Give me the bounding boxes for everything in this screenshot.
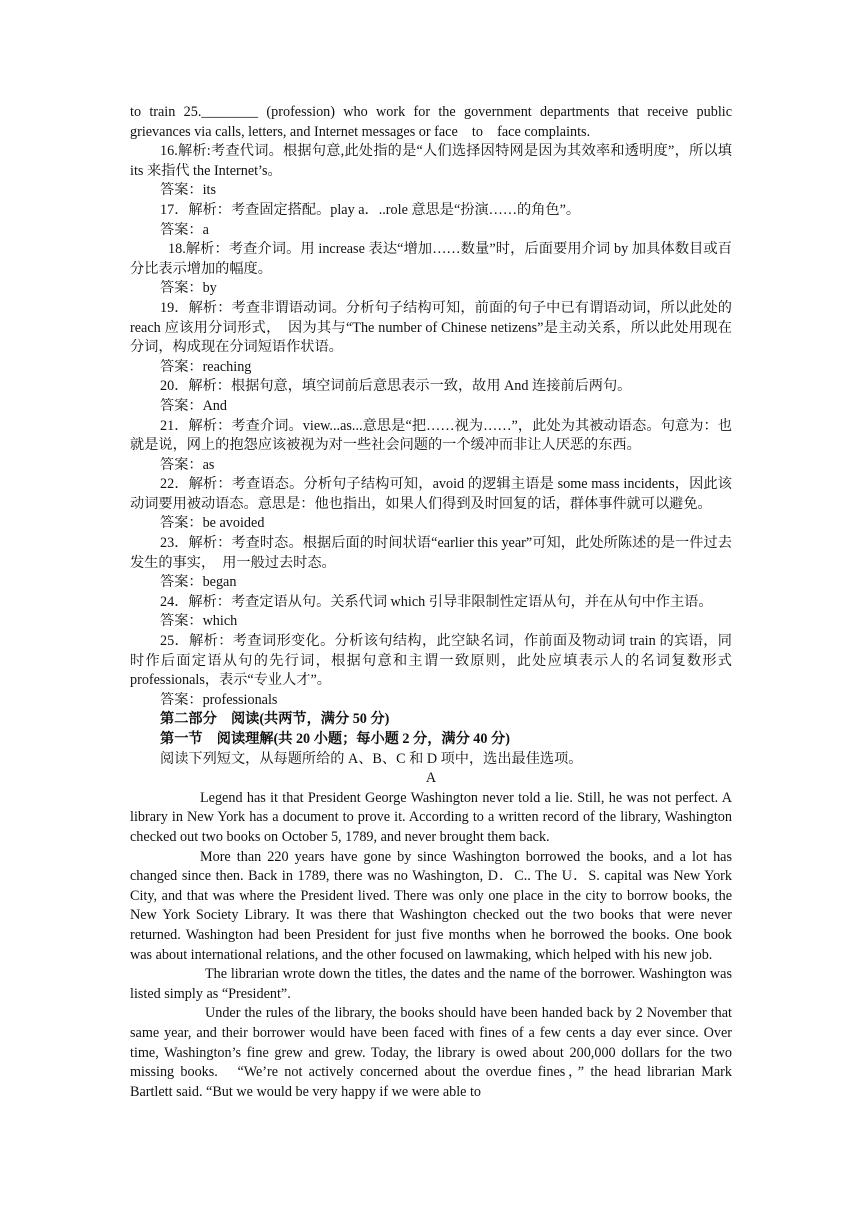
passage-label: A xyxy=(425,770,437,787)
answer-17: 答案：a xyxy=(160,221,209,238)
passage-paragraph-3: The librarian wrote down the titles, the dates and the name of the borrower. Washington was listed simply as “President”. xyxy=(130,966,732,1002)
answer-23: 答案：began xyxy=(160,574,237,591)
answer-19: 答案：reaching xyxy=(160,358,252,375)
explanation-22: 22．解析：考查语态。分析句子结构可知，avoid 的逻辑主语是 some mass incidents，因此该动词要用被动语态。意思是：他也指出，如果人们得到及时回复的话，群体事件就可以避免。 xyxy=(130,476,732,512)
passage-paragraph-4: Under the rules of the library, the books should have been handed back by 2 November that same year, and their borrower would have been faced with fines of a few cents a day ever since. Over time, Washington’s fine grew and grew. Today, the library is owed about 200,000 dollars for the two missing books. “We’re not actively concerned about the overdue fines，” the head librarian Mark Bartlett said. “But we would be very happy if we were able to xyxy=(130,1005,732,1100)
explanation-19: 19．解析：考查非谓语动词。分析句子结构可知，前面的句子中已有谓语动词，所以此处的 reach 应该用分词形式， 因为其与“The number of Chinese netizens”是主动关系，所以此处用现在分词，构成现在分词短语作状语。 xyxy=(130,299,732,356)
answer-21: 答案：as xyxy=(160,456,215,473)
answer-25: 答案：professionals xyxy=(160,691,278,708)
answer-24: 答案：which xyxy=(160,613,238,630)
section-instruction: 阅读下列短文，从每题所给的 A、B、C 和 D 项中，选出最佳选项。 xyxy=(160,750,583,767)
explanation-20: 20．解析：根据句意，填空词前后意思表示一致，故用 And 连接前后两句。 xyxy=(160,378,632,395)
passage-paragraph-2: More than 220 years have gone by since Washington borrowed the books, and a lot has changed since then. Back in 1789, there was no Washington, D．C.. The U．S. capital was New York City, and that was where the President lived. There was only one place in the city to borrow books, the New York Society Library. It was there that Washington checked out the two books that were never returned. Washington had been President for just five months when he borrowed the books. One book was about international relations, and the other focused on lawmaking, which helped with his new job. xyxy=(130,848,732,963)
page-content xyxy=(130,103,732,1102)
answer-18: 答案：by xyxy=(160,280,217,297)
explanation-21: 21．解析：考查介词。view...as...意思是“把……视为……”，此处为其被动语态。句意为：也就是说，网上的抱怨应该被视为对一些社会问题的一个缓冲而非让人厌恶的东西。 xyxy=(130,417,732,454)
section-heading: 第二部分 阅读(共两节，满分 50 分) xyxy=(160,711,390,728)
answer-16: 答案：its xyxy=(160,182,216,199)
passage-paragraph-1: Legend has it that President George Washington never told a lie. Still, he was not perfect. A library in New York has a document to prove it. According to a written record of the library, Washington checked out two books on October 5, 1789, and never brought them back. xyxy=(130,789,732,845)
answer-20: 答案：And xyxy=(160,397,227,414)
answer-22: 答案：be avoided xyxy=(160,515,265,532)
explanation-25: 25．解析：考查词形变化。分析该句结构，此空缺名词，作前面及物动词 train 的宾语，同时作后面定语从句的先行词，根据句意和主谓一致原则，此处应填表示人的名词复数形式 professionals，表示“专业人才”。 xyxy=(130,633,732,689)
explanation-18: 18.解析：考查介词。用 increase 表达“增加……数量”时，后面要用介词 by 加具体数目或百分比表示增加的幅度。 xyxy=(130,241,732,277)
intro-text: to train 25.________ (profession) who work for the government departments that receive public grievances via calls, letters, and Internet messages or face to face complaints. xyxy=(130,104,732,140)
explanation-23: 23．解析：考查时态。根据后面的时间状语“earlier this year”可知，此处所陈述的是一件过去发生的事实， 用一般过去时态。 xyxy=(130,535,732,571)
subsection-heading: 第一节 阅读理解(共 20 小题；每小题 2 分，满分 40 分) xyxy=(160,731,510,747)
explanation-17: 17．解析：考查固定搭配。play a．..role 意思是“扮演……的角色”。 xyxy=(160,201,581,218)
explanation-24: 24．解析：考查定语从句。关系代词 which 引导非限制性定语从句，并在从句中作主语。 xyxy=(160,593,713,610)
explanation-16: 16.解析:考查代词。根据句意,此处指的是“人们选择因特网是因为其效率和透明度”，所以填 its 来指代 the Internet’s。 xyxy=(130,143,732,179)
